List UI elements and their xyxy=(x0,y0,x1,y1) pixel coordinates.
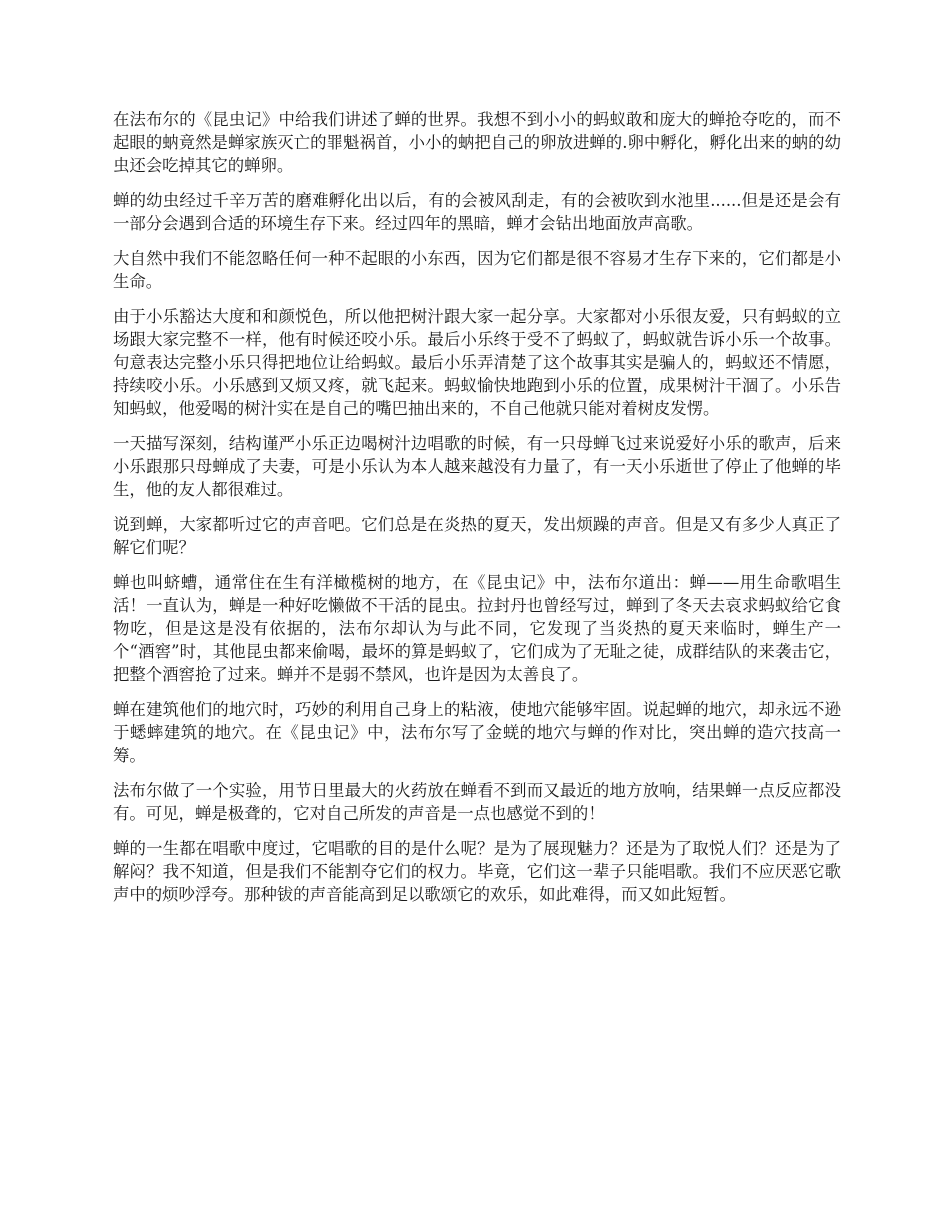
paragraph-3: 大自然中我们不能忽略任何一种不起眼的小东西，因为它们都是很不容易才生存下来的，它们都是小生命。 xyxy=(113,249,841,291)
paragraph-7: 蝉也叫蛴螬，通常住在生有洋橄榄树的地方，在《昆虫记》中，法布尔道出：蝉——用生命歌唱生活！一直认为，蝉是一种好吃懒做不干活的昆虫。拉封丹也曾经写过，蝉到了冬天去哀求蚂蚁给它食物吃，但是这是没有依据的，法布尔却认为与此不同，它发现了当炎热的夏天来临时，蝉生产一个“酒窖”时，其他昆虫都来偷喝，最坏的算是蚂蚁了，它们成为了无耻之徒，成群结队的来袭击它，把整个酒窖抢了过来。蝉并不是弱不禁风，也许是因为太善良了。 xyxy=(113,573,841,684)
paragraph-4: 由于小乐豁达大度和和颜悦色，所以他把树汁跟大家一起分享。大家都对小乐很友爱，只有蚂蚁的立场跟大家完整不一样，他有时候还咬小乐。最后小乐终于受不了蚂蚁了，蚂蚁就告诉小乐一个故事。句意表达完整小乐只得把地位让给蚂蚁。最后小乐弄清楚了这个故事其实是骗人的，蚂蚁还不情愿，持续咬小乐。小乐感到又烦又疼，就飞起来。蚂蚁愉快地跑到小乐的位置，成果树汁干涸了。小乐告知蚂蚁，他爱喝的树汁实在是自己的嘴巴抽出来的，不自己他就只能对着树皮发愣。 xyxy=(113,307,841,418)
paragraph-5: 一天描写深刻，结构谨严小乐正边喝树汁边唱歌的时候，有一只母蝉飞过来说爱好小乐的歌声，后来小乐跟那只母蝉成了夫妻，可是小乐认为本人越来越没有力量了，有一天小乐逝世了停止了他蝉的毕生，他的友人都很难过。 xyxy=(113,434,841,499)
paragraph-6: 说到蝉，大家都听过它的声音吧。它们总是在炎热的夏天，发出烦躁的声音。但是又有多少人真正了解它们呢？ xyxy=(113,515,841,557)
paragraph-9: 法布尔做了一个实验，用节日里最大的火药放在蝉看不到而又最近的地方放响，结果蝉一点反应都没有。可见，蝉是极聋的，它对自己所发的声音是一点也感觉不到的！ xyxy=(113,781,841,823)
paragraph-8: 蝉在建筑他们的地穴时，巧妙的利用自己身上的粘液，使地穴能够牢固。说起蝉的地穴，却永远不逊于蟋蟀建筑的地穴。在《昆虫记》中，法布尔写了金蜣的地穴与蝉的作对比，突出蝉的造穴技高一筹。 xyxy=(113,700,841,765)
paragraph-10: 蝉的一生都在唱歌中度过，它唱歌的目的是什么呢？是为了展现魅力？还是为了取悦人们？还是为了解闷？我不知道，但是我们不能割夺它们的权力。毕竟，它们这一辈子只能唱歌。我们不应厌恶它歌声中的烦吵浮夸。那种钹的声音能高到足以歌颂它的欢乐，如此难得，而又如此短暂。 xyxy=(113,839,841,904)
paragraph-1: 在法布尔的《昆虫记》中给我们讲述了蝉的世界。我想不到小小的蚂蚁敢和庞大的蝉抢夺吃的，而不起眼的蚋竟然是蝉家族灭亡的罪魁祸首，小小的蚋把自己的卵放进蝉的.卵中孵化，孵化出来的蚋的幼虫还会吃掉其它的蝉卵。 xyxy=(113,110,841,175)
document-body xyxy=(113,108,841,918)
paragraph-2: 蝉的幼虫经过千辛万苦的磨难孵化出以后，有的会被风刮走，有的会被吹到水池里......但是还是会有一部分会遇到合适的环境生存下来。经过四年的黑暗，蝉才会钻出地面放声高歌。 xyxy=(113,191,841,233)
